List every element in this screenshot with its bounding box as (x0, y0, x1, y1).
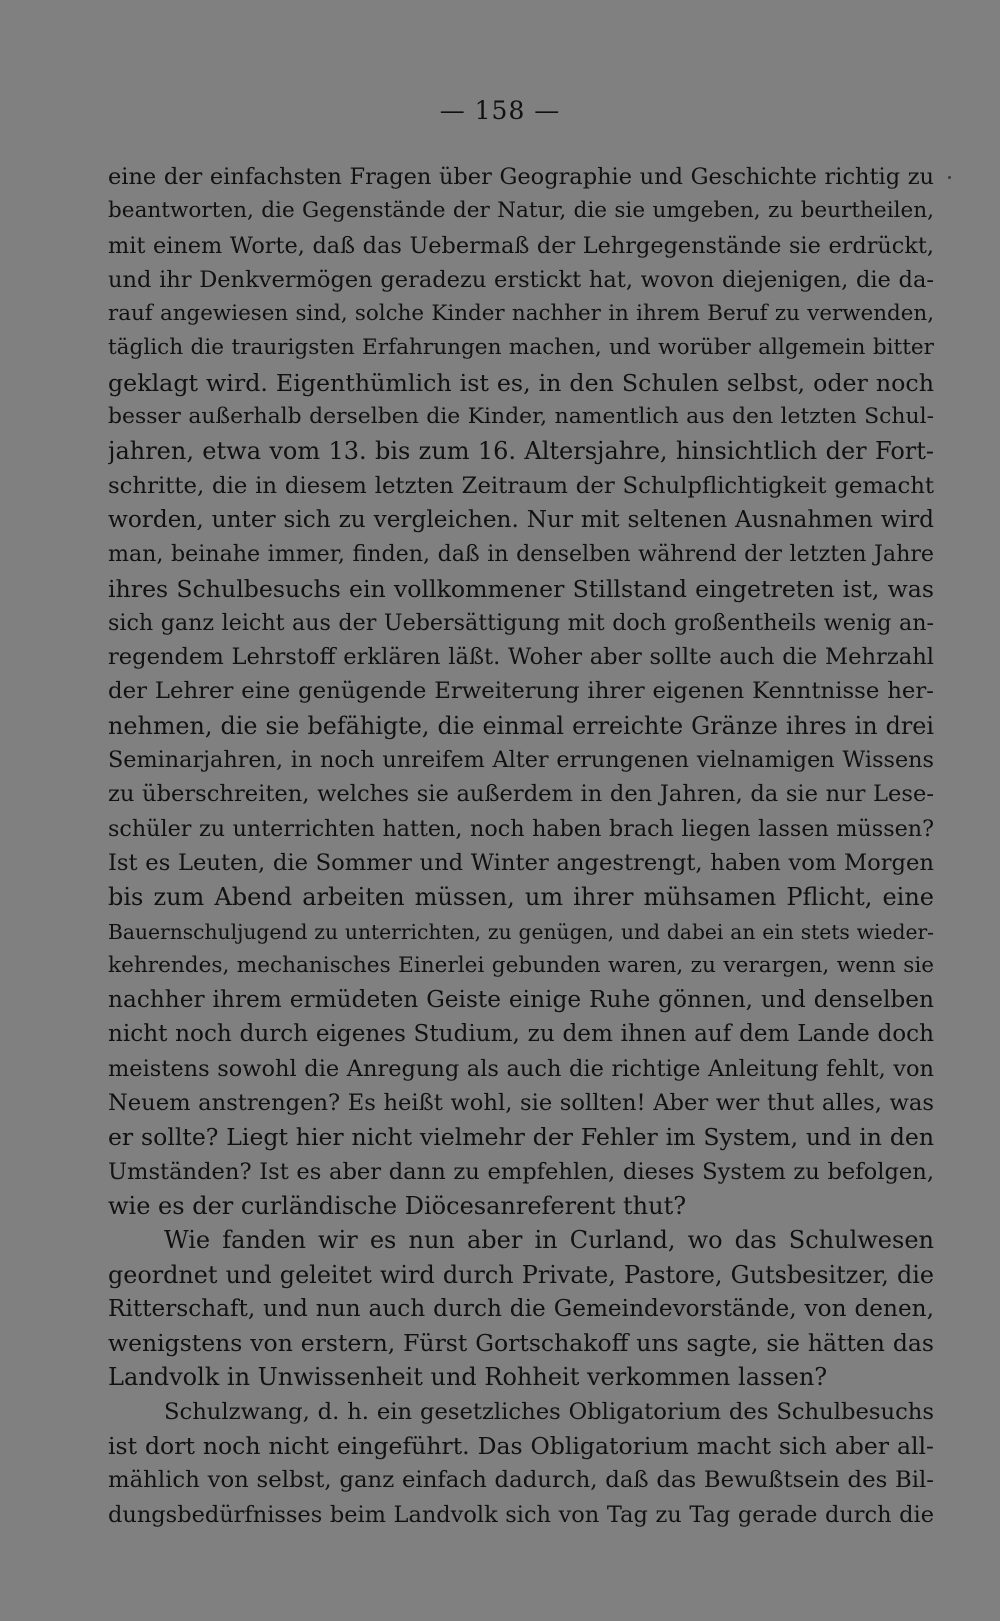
text-line: ist dort noch nicht eingeführt. Das Obligatorium macht sich aber all- (108, 1431, 934, 1460)
body-text (108, 160, 934, 1532)
text-line: geklagt wird. Eigenthümlich ist es, in den Schulen selbst, oder noch (108, 368, 934, 397)
text-line: Wie fanden wir es nun aber in Curland, wo das Schulwesen (164, 1226, 934, 1255)
text-line: zu überschreiten, welches sie außerdem in den Jahren, da sie nur Lese- (108, 781, 934, 808)
text-line: Seminarjahren, in noch unreifem Alter errungenen vielnamigen Wissens (108, 747, 934, 774)
text-line: wenigstens von erstern, Fürst Gortschakoff uns sagte, sie hätten das (108, 1329, 934, 1358)
text-line: worden, unter sich zu vergleichen. Nur mit seltenen Ausnahmen wird (108, 505, 934, 533)
text-line: nachher ihrem ermüdeten Geiste einige Ruhe gönnen, und denselben (108, 986, 934, 1014)
text-line: geordnet und geleitet wird durch Private, Pastore, Gutsbesitzer, die (108, 1260, 934, 1289)
text-line: wie es der curländische Diöcesanreferent thut? (108, 1191, 687, 1220)
text-line: sich ganz leicht aus der Uebersättigung mit doch großentheils wenig an- (108, 609, 934, 636)
text-line: bis zum Abend arbeiten müssen, um ihrer mühsamen Pflicht, eine (108, 883, 934, 912)
text-line: eine der einfachsten Fragen über Geographie und Geschichte richtig zu (108, 164, 934, 190)
page-number: — 158 — (439, 96, 561, 125)
text-line: ihres Schulbesuchs ein vollkommener Stillstand eingetreten ist, was (108, 574, 934, 603)
text-line: schritte, die in diesem letzten Zeitraum der Schulpflichtigkeit gemacht (108, 472, 934, 499)
text-line: Ist es Leuten, die Sommer und Winter angestrengt, haben vom Morgen (108, 849, 934, 876)
text-line: schüler zu unterrichten hatten, noch haben brach liegen lassen müssen? (108, 815, 934, 842)
text-line: Neuem anstrengen? Es heißt wohl, sie sollten! Aber wer thut alles, was (108, 1090, 934, 1117)
text-line: und ihr Denkvermögen geradezu erstickt hat, wovon diejenigen, die da- (108, 266, 934, 293)
text-line: nehmen, die sie befähigte, die einmal erreichte Gränze ihres in drei (108, 711, 934, 740)
text-line: mählich von selbst, ganz einfach dadurch, daß das Bewußtsein des Bil- (108, 1467, 934, 1494)
text-line: Ritterschaft, und nun auch durch die Gemeindevorstände, von denen, (108, 1294, 934, 1322)
text-line: Schulzwang, d. h. ein gesetzliches Obligatorium des Schulbesuchs (164, 1398, 934, 1425)
text-line: man, beinahe immer, finden, daß in denselben während der letzten Jahre (108, 541, 934, 568)
text-line: kehrendes, mechanisches Einerlei gebunden waren, zu verargen, wenn sie (108, 952, 934, 978)
text-line: der Lehrer eine genügende Erweiterung ihrer eigenen Kenntnisse her- (108, 678, 934, 705)
text-line: rauf angewiesen sind, solche Kinder nachher in ihrem Beruf zu verwenden, (108, 301, 934, 327)
text-line: meistens sowohl die Anregung als auch die richtige Anleitung fehlt, von (108, 1055, 934, 1082)
print-speck (948, 176, 951, 179)
text-line: nicht noch durch eigenes Studium, zu dem ihnen auf dem Lande doch (108, 1021, 934, 1048)
text-line: täglich die traurigsten Erfahrungen machen, und worüber allgemein bitter (108, 335, 934, 361)
text-line: regendem Lehrstoff erklären läßt. Woher aber sollte auch die Mehrzahl (108, 644, 934, 671)
text-line: dungsbedürfnisses beim Landvolk sich von Tag zu Tag gerade durch die (108, 1501, 934, 1528)
text-line: jahren, etwa vom 13. bis zum 16. Altersjahre, hinsichtlich der Fort- (108, 437, 934, 466)
text-line: er sollte? Liegt hier nicht vielmehr der Fehler im System, und in den (108, 1123, 934, 1152)
text-line: beantworten, die Gegenstände der Natur, die sie umgeben, zu beurtheilen, (108, 198, 934, 224)
text-line: Bauernschuljugend zu unterrichten, zu genügen, und dabei an ein stets wieder- (108, 919, 934, 944)
text-line: besser außerhalb derselben die Kinder, namentlich aus den letzten Schul- (108, 404, 934, 430)
text-line: mit einem Worte, daß das Uebermaß der Lehrgegenstände sie erdrückt, (108, 232, 934, 259)
text-line: Umständen? Ist es aber dann zu empfehlen, dieses System zu befolgen, (108, 1158, 934, 1185)
text-line: Landvolk in Unwissenheit und Rohheit verkommen lassen? (108, 1363, 828, 1392)
